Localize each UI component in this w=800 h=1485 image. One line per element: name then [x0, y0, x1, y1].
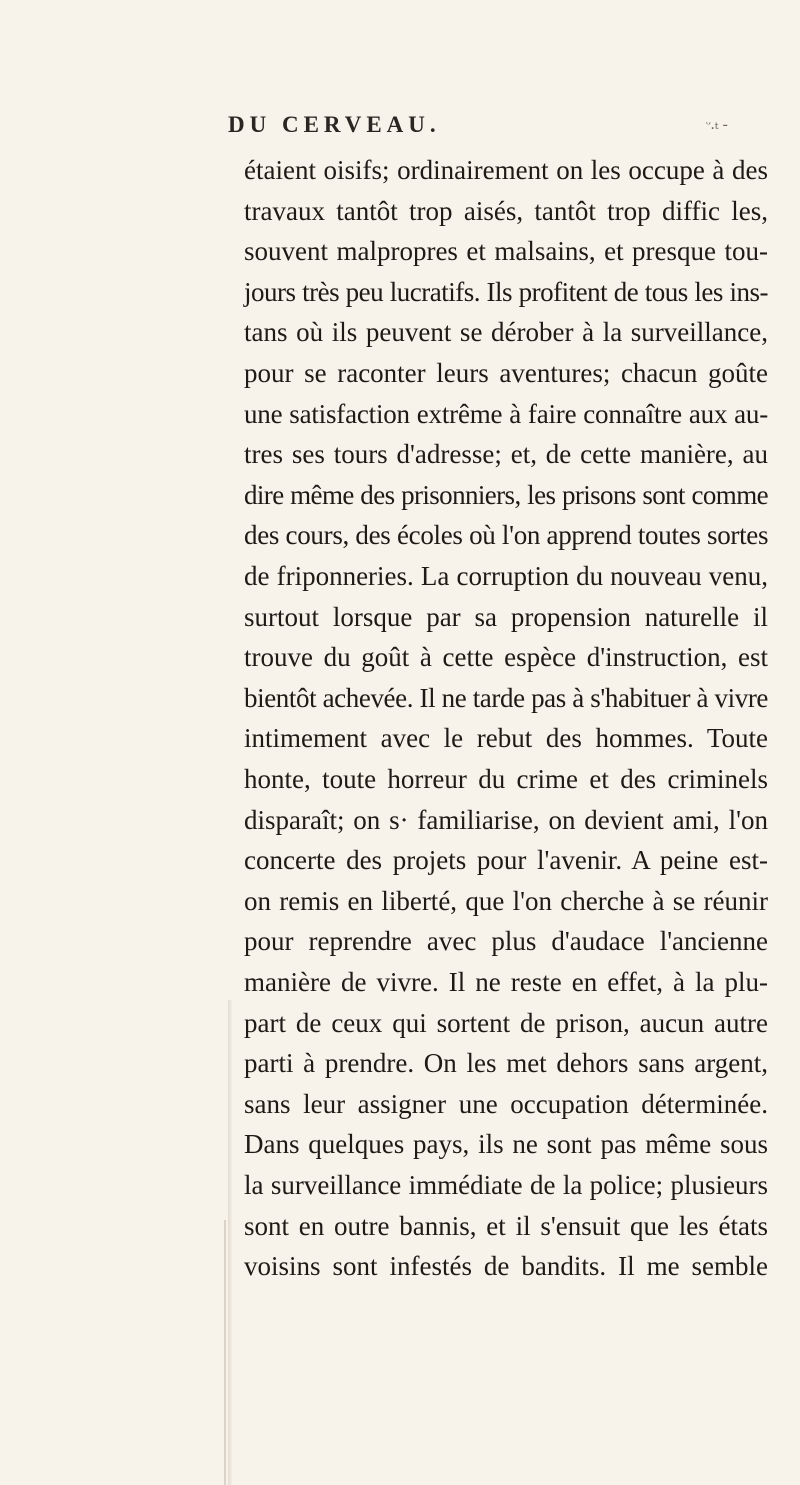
- text-line: tans où ils peuvent se dérober à la surveillance,: [244, 317, 768, 348]
- text-line: part de ceux qui sortent de prison, aucun autre: [244, 1007, 768, 1038]
- text-line: travaux tantôt trop aisés, tantôt trop diffic les,: [244, 195, 768, 226]
- text-line: Dans quelques pays, ils ne sont pas même sous: [244, 1129, 768, 1160]
- text-line: parti à prendre. On les met dehors sans argent,: [244, 1048, 768, 1079]
- page-binding-line: [224, 1220, 226, 1485]
- text-line: de friponneries. La corruption du nouveau venu,: [244, 561, 768, 591]
- text-line: disparaît; on s· familiarise, on devient ami, l'on: [244, 804, 768, 835]
- text-line: on remis en liberté, que l'on cherche à se réunir: [244, 885, 768, 916]
- text-line: pour se raconter leurs aventures; chacun goûte: [244, 358, 768, 388]
- text-line: souvent malpropres et malsains, et presque tou-: [244, 236, 768, 267]
- text-line: dire même des prisonniers, les prisons sont comme: [244, 479, 768, 510]
- text-line: une satisfaction extrême à faire connaître aux au-: [244, 398, 768, 429]
- text-line: voisins sont infestés de bandits. Il me semble: [244, 1251, 768, 1282]
- text-line: sont en outre bannis, et il s'ensuit que les états: [244, 1210, 768, 1241]
- running-title: DU CERVEAU.: [228, 112, 441, 137]
- text-line: surtout lorsque par sa propension naturelle il: [244, 601, 768, 632]
- text-line: trouve du goût à cette espèce d'instruction, est: [244, 642, 768, 673]
- text-line: jours très peu lucratifs. Ils profitent de tous les ins-: [244, 276, 768, 307]
- page-binding-shadow: [228, 1000, 232, 1485]
- text-line: des cours, des écoles où l'on apprend toutes sortes: [244, 520, 769, 551]
- text-line: bientôt achevée. Il ne tarde pas à s'habituer à vivre: [244, 682, 768, 713]
- text-line: étaient oisifs; ordinairement on les occupe à des: [244, 155, 768, 185]
- text-line: pour reprendre avec plus d'audace l'ancienne: [244, 926, 768, 957]
- text-line: manière de vivre. Il ne reste en effet, à la plu-: [244, 967, 768, 997]
- text-line: honte, toute horreur du crime et des criminels: [244, 764, 768, 794]
- text-line: concerte des projets pour l'avenir. A peine est-: [244, 845, 768, 876]
- text-line: tres ses tours d'adresse; et, de cette manière, au: [244, 439, 768, 470]
- text-line: sans leur assigner une occupation déterminée.: [244, 1088, 768, 1119]
- signature-mark: ᵕ.ₜ -: [706, 116, 728, 133]
- text-line: intimement avec le rebut des hommes. Toute: [244, 723, 768, 754]
- text-line: la surveillance immédiate de la police; plusieurs: [244, 1170, 768, 1200]
- running-head: [0, 112, 800, 142]
